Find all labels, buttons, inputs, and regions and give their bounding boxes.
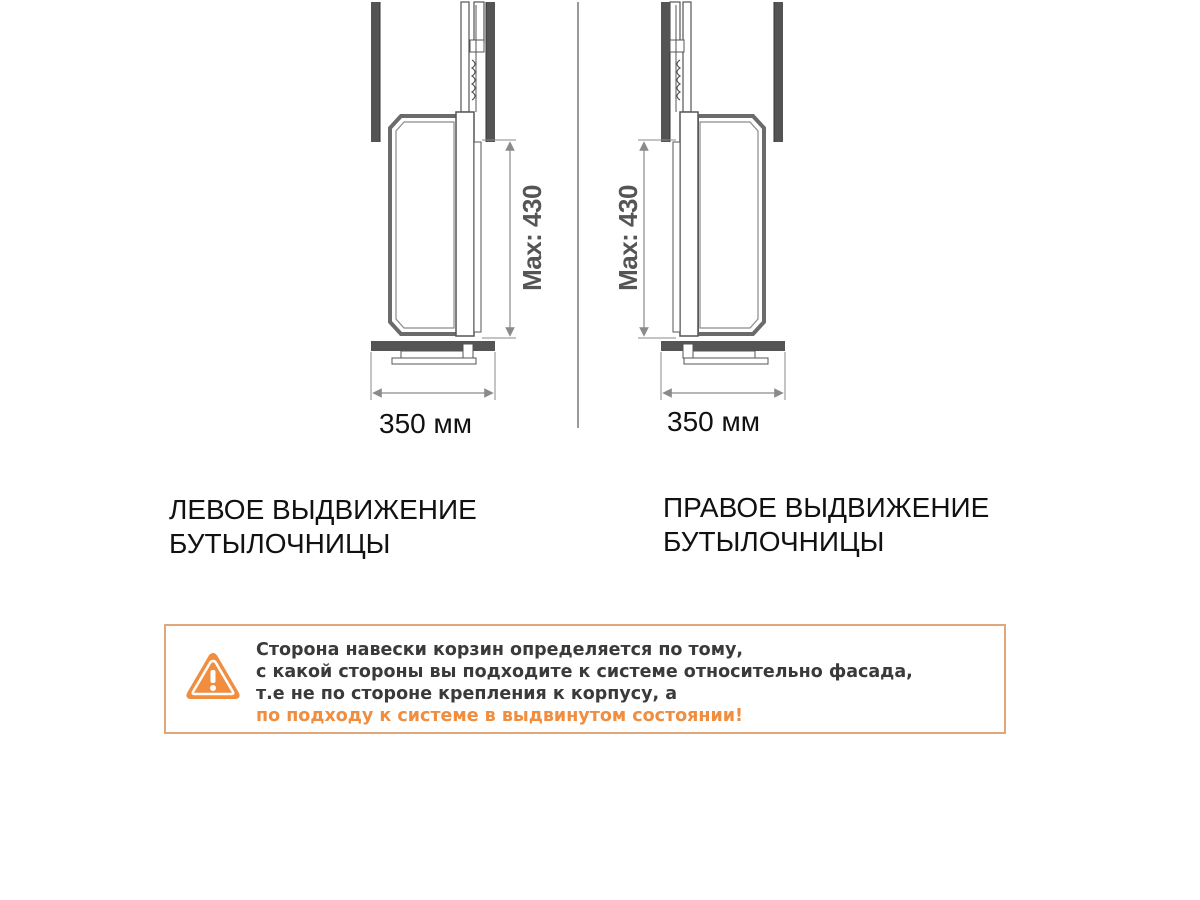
- notice-line: с какой стороны вы подходите к системе относительно фасада,: [256, 662, 913, 682]
- left-caption: [169, 493, 477, 561]
- left-pullout-drawing: [371, 2, 516, 400]
- left-max-height-label: Max: 430: [517, 185, 547, 291]
- right-front-panel: [680, 112, 698, 336]
- left-basket-frame: [390, 116, 458, 334]
- right-pullout-drawing: [638, 2, 785, 400]
- right-caption-line: ПРАВОЕ ВЫДВИЖЕНИЕ: [663, 492, 990, 523]
- warning-icon: [184, 650, 242, 702]
- left-front-panel: [456, 112, 474, 336]
- left-caption-line: ЛЕВОЕ ВЫДВИЖЕНИЕ: [169, 494, 477, 525]
- left-cabinet-wall: [371, 2, 380, 142]
- left-caption-line: БУТЫЛОЧНИЦЫ: [169, 528, 391, 559]
- right-width-label: 350 мм: [667, 406, 760, 437]
- right-caption-line: БУТЫЛОЧНИЦЫ: [663, 526, 885, 557]
- right-caption: [663, 491, 989, 559]
- notice-text: [256, 639, 913, 727]
- left-width-label: 350 мм: [379, 408, 472, 439]
- right-bottom-shelf: [661, 341, 785, 351]
- left-bottom-shelf: [371, 341, 495, 351]
- right-cabinet-wall: [774, 2, 783, 142]
- notice-line: т.е не по стороне крепления к корпусу, а: [256, 684, 678, 704]
- warning-notice: [164, 624, 1006, 734]
- left-cabinet-wall: [486, 2, 495, 142]
- right-cabinet-wall: [661, 2, 670, 142]
- notice-highlight: по подходу к системе в выдвинутом состоянии!: [256, 706, 744, 726]
- right-max-height-label: Max: 430: [613, 185, 643, 291]
- right-basket-frame: [697, 116, 764, 334]
- notice-line: Сторона навески корзин определяется по тому,: [256, 640, 744, 660]
